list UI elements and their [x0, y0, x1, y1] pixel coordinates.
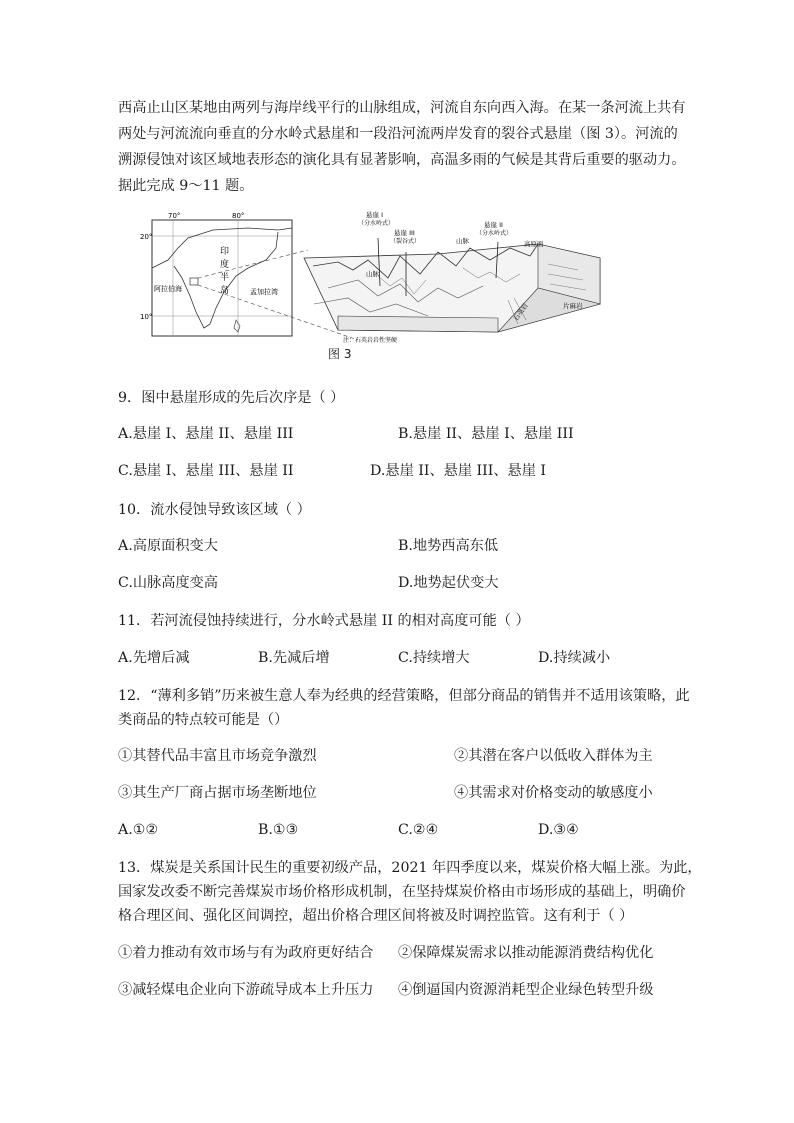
peninsula-char-1: 印 [220, 247, 230, 257]
q9-option-a: A.悬崖 I、悬崖 II、悬崖 III [118, 426, 294, 442]
figure-caption: 图 3 [328, 347, 352, 361]
figure-3 [138, 208, 608, 348]
q12-statement-4: ④其需求对价格变动的敏感度小 [454, 785, 653, 801]
q9-option-c: C.悬崖 I、悬崖 III、悬崖 II [118, 463, 294, 479]
cliff-2-type: （分水岭式） [476, 230, 513, 237]
lon-70-label: 70° [168, 212, 181, 220]
q10-option-b: B.地势西高东低 [398, 538, 499, 554]
block-diagram [304, 210, 600, 344]
intro-line-4: 据此完成 9～11 题。 [118, 178, 254, 194]
quartzite-label: 石英岩 [511, 301, 530, 323]
q11-option-a: A.先增后减 [118, 650, 190, 666]
q13-statement-2: ②保障煤炭需求以推动能源消费结构优化 [398, 945, 654, 961]
q13-stem-line-1: 13．煤炭是关系国计民生的重要初级产品，2021 年四季度以来，煤炭价格大幅上涨。为此， [118, 860, 702, 876]
peninsula-char-4: 岛 [220, 286, 230, 296]
q12-statement-1: ①其替代品丰富且市场竞争激烈 [118, 748, 317, 764]
mountain-label-west: 山脉 [366, 270, 379, 278]
q11-option-c: C.持续增大 [398, 650, 470, 666]
q12-statement-2: ②其潜在客户以低收入群体为主 [454, 748, 653, 764]
lat-10-label: 10° [140, 313, 153, 321]
gneiss-label: 片麻岩 [563, 302, 583, 310]
cliff-1-label: 悬崖 I [366, 211, 383, 219]
q11-stem: 11．若河流侵蚀持续进行，分水岭式悬崖 II 的相对高度可能（ ） [118, 613, 530, 629]
q12-stem-line-1: 12．“薄利多销”历来被生意人奉为经典的经营策略，但部分商品的销售并不适用该策略，此 [118, 688, 690, 704]
q12-stem-line-2: 类商品的特点较可能是（） [118, 712, 289, 728]
q12-statement-3: ③其生产厂商占据市场垄断地位 [118, 785, 317, 801]
q10-option-a: A.高原面积变大 [118, 538, 218, 554]
mountain-label-east: 山脉 [456, 237, 469, 245]
q13-statement-4: ④倒逼国内资源消耗型企业绿色转型升级 [398, 982, 654, 998]
q10-stem: 10．流水侵蚀导致该区域（ ） [118, 502, 311, 518]
lat-20-label: 20° [140, 233, 153, 241]
figure-note: 注：石英岩岩性坚硬 [343, 337, 398, 344]
q9-option-b: B.悬崖 II、悬崖 I、悬崖 III [398, 426, 574, 442]
q10-option-d: D.地势起伏变大 [398, 575, 499, 591]
cliff-3-label: 悬崖 III [394, 229, 415, 237]
q13-stem-line-2: 国家发改委不断完善煤炭市场价格形成机制，在坚持煤炭价格由市场形成的基础上，明确价 [118, 884, 686, 900]
plateau-label: 高原面 [524, 240, 544, 248]
intro-line-2: 两处与河流流向垂直的分水岭式悬崖和一段沿河流两岸发育的裂谷式悬崖（图 3）。河流的 [118, 126, 678, 142]
bay-of-bengal-label: 孟加拉湾 [250, 288, 278, 296]
arabian-sea-label: 阿拉伯海 [154, 285, 182, 293]
q11-option-b: B.先减后增 [258, 650, 330, 666]
india-map [140, 212, 292, 336]
q13-statement-1: ①着力推动有效市场与有为政府更好结合 [118, 945, 374, 961]
peninsula-char-2: 度 [220, 260, 230, 270]
cliff-2-label: 悬崖 II [484, 221, 503, 229]
cliff-3-type: （裂谷式） [390, 238, 421, 245]
q12-option-c: C.②④ [398, 822, 439, 838]
intro-line-1: 西高止山区某地由两列与海岸线平行的山脉组成，河流自东向西入海。在某一条河流上共有 [118, 100, 686, 116]
q12-option-d: D.③④ [538, 822, 579, 838]
q10-option-c: C.山脉高度变高 [118, 575, 218, 591]
q13-stem-line-3: 格合理区间、强化区间调控，超出价格合理区间将被及时调控监管。这有利于（ ） [118, 908, 634, 924]
intro-line-3: 溯源侵蚀对该区域地表形态的演化具有显著影响，高温多雨的气候是其背后重要的驱动力。 [118, 152, 686, 168]
q9-stem: 9．图中悬崖形成的先后次序是（ ） [118, 390, 345, 406]
q9-option-d: D.悬崖 II、悬崖 III、悬崖 I [370, 463, 547, 479]
q12-option-b: B.①③ [258, 822, 299, 838]
lon-80-label: 80° [232, 212, 245, 220]
peninsula-char-3: 半 [220, 273, 230, 283]
q12-option-a: A.①② [118, 822, 159, 838]
q11-option-d: D.持续减小 [538, 650, 611, 666]
q13-statement-3: ③减轻煤电企业向下游疏导成本上升压力 [118, 982, 374, 998]
cliff-1-type: （分水岭式） [358, 220, 395, 227]
